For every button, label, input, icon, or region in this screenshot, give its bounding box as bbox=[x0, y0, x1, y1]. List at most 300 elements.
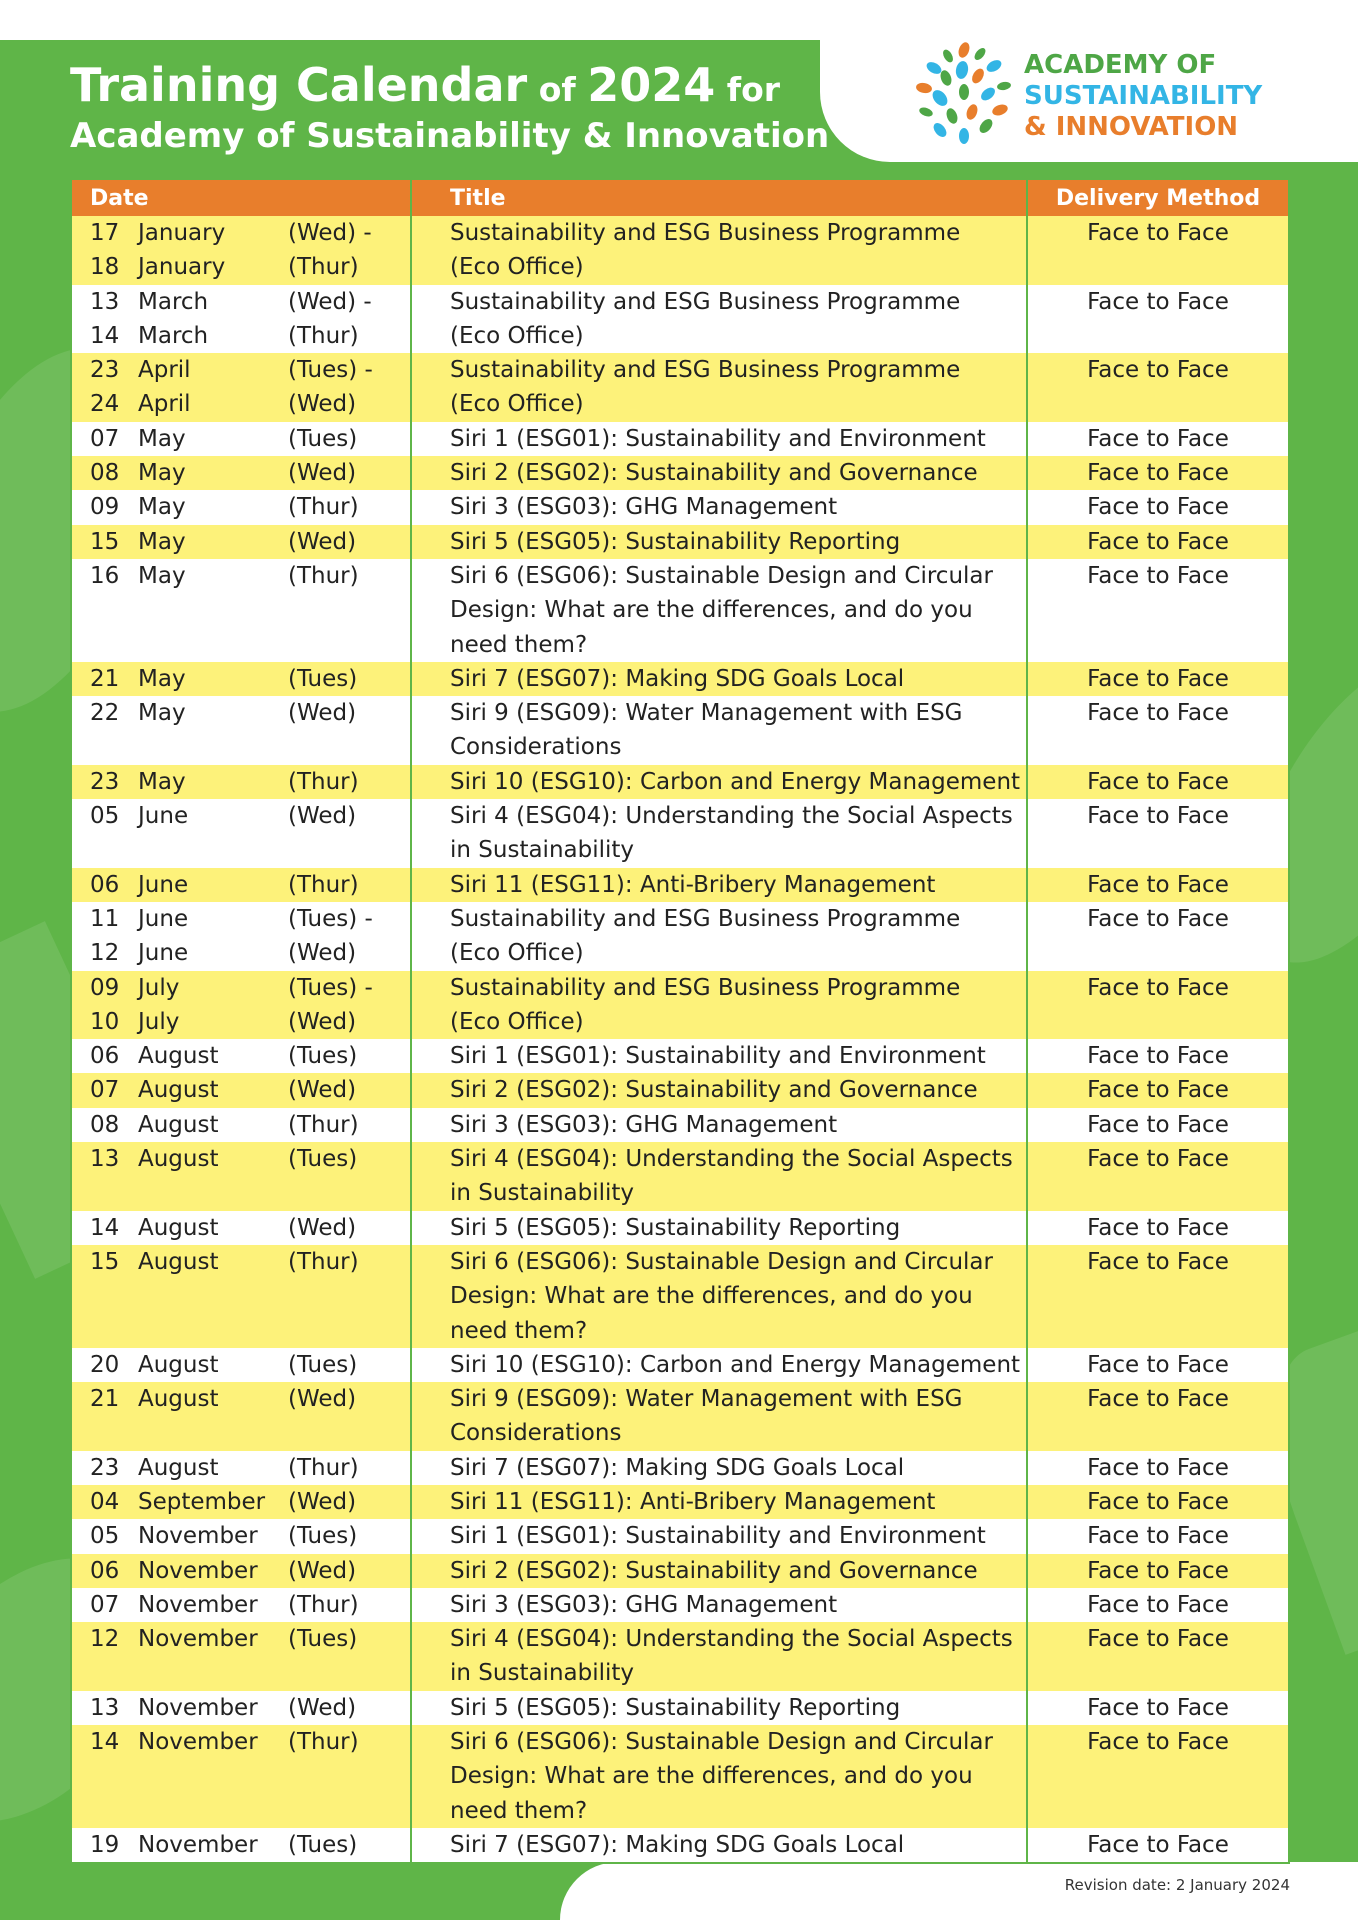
table-row bbox=[72, 1073, 1288, 1107]
date-weekday: (Tues) bbox=[288, 1831, 358, 1858]
date-day: 20 bbox=[90, 1351, 120, 1378]
date-line bbox=[90, 696, 410, 730]
date-month: November bbox=[138, 1626, 258, 1653]
date-line bbox=[90, 285, 410, 319]
date-line bbox=[90, 1073, 410, 1107]
date-line bbox=[90, 1382, 410, 1416]
date-month: January bbox=[138, 254, 226, 281]
date-line bbox=[90, 456, 410, 490]
date-month: November bbox=[138, 1523, 258, 1550]
date-month: May bbox=[138, 528, 186, 555]
date-cell bbox=[72, 353, 412, 422]
table-row bbox=[72, 799, 1288, 868]
date-day: 07 bbox=[90, 1077, 120, 1104]
course-title-line: Sustainability and ESG Business Programme bbox=[450, 357, 961, 384]
date-line bbox=[90, 1108, 410, 1142]
delivery-method-cell: Face to Face bbox=[1087, 357, 1229, 384]
table-row bbox=[72, 1039, 1288, 1073]
date-cell bbox=[72, 1485, 412, 1519]
date-cell bbox=[72, 422, 412, 456]
course-title-line: Design: What are the differences, and do you bbox=[450, 597, 973, 624]
course-title-line: Siri 6 (ESG06): Sustainable Design and Circular bbox=[450, 1248, 993, 1275]
date-month: August bbox=[138, 1111, 219, 1138]
delivery-method-cell: Face to Face bbox=[1087, 1523, 1229, 1550]
table-row bbox=[72, 1725, 1288, 1828]
date-cell bbox=[72, 559, 412, 662]
date-cell bbox=[72, 1554, 412, 1588]
title-cell bbox=[412, 1142, 1028, 1211]
course-title-line: Siri 1 (ESG01): Sustainability and Environment bbox=[450, 1523, 986, 1550]
date-cell bbox=[72, 1828, 412, 1862]
date-weekday: (Tues) bbox=[288, 665, 358, 692]
delivery-method-cell: Face to Face bbox=[1087, 528, 1229, 555]
table-row bbox=[72, 868, 1288, 902]
date-line bbox=[90, 353, 410, 387]
title-cell bbox=[412, 1108, 1028, 1142]
course-title-line: Sustainability and ESG Business Programme bbox=[450, 288, 961, 315]
delivery-method-cell: Face to Face bbox=[1087, 871, 1229, 898]
date-month: November bbox=[138, 1729, 258, 1756]
date-day: 04 bbox=[90, 1488, 120, 1515]
date-line bbox=[90, 1211, 410, 1245]
date-line bbox=[90, 1348, 410, 1382]
date-line bbox=[90, 490, 410, 524]
title-cell bbox=[412, 490, 1028, 524]
course-title-line: Siri 3 (ESG03): GHG Management bbox=[450, 1591, 838, 1618]
course-title-line: Siri 5 (ESG05): Sustainability Reporting bbox=[450, 1694, 901, 1721]
table-row bbox=[72, 1382, 1288, 1451]
date-weekday: (Wed) bbox=[288, 1386, 357, 1413]
date-month: August bbox=[138, 1214, 219, 1241]
date-month: August bbox=[138, 1386, 219, 1413]
course-title-line: in Sustainability bbox=[450, 1660, 635, 1687]
course-title-line: (Eco Office) bbox=[450, 322, 584, 349]
date-weekday: (Tues) bbox=[288, 1351, 358, 1378]
date-line bbox=[90, 1828, 410, 1862]
delivery-method-cell: Face to Face bbox=[1087, 1454, 1229, 1481]
title-connector: of bbox=[527, 70, 588, 109]
course-title-line: Siri 9 (ESG09): Water Management with ESG bbox=[450, 1386, 963, 1413]
table-row bbox=[72, 1108, 1288, 1142]
delivery-method-cell: Face to Face bbox=[1087, 1077, 1229, 1104]
date-day: 09 bbox=[90, 494, 120, 521]
table-body bbox=[72, 216, 1288, 1862]
table-row bbox=[72, 662, 1288, 696]
table-row bbox=[72, 765, 1288, 799]
date-month: May bbox=[138, 768, 186, 795]
date-weekday: (Thur) bbox=[288, 1591, 359, 1618]
date-cell bbox=[72, 525, 412, 559]
date-month: August bbox=[138, 1248, 219, 1275]
date-weekday: (Wed) bbox=[288, 1557, 357, 1584]
date-line bbox=[90, 319, 410, 353]
date-line bbox=[90, 422, 410, 456]
date-month: April bbox=[138, 357, 191, 384]
course-title-line: need them? bbox=[450, 1797, 588, 1824]
delivery-method-cell: Face to Face bbox=[1087, 803, 1229, 830]
course-title-line: Sustainability and ESG Business Programme bbox=[450, 905, 961, 932]
delivery-method-cell: Face to Face bbox=[1087, 665, 1229, 692]
date-line bbox=[90, 902, 410, 936]
course-title-line: Siri 2 (ESG02): Sustainability and Governance bbox=[450, 1557, 978, 1584]
date-weekday: (Thur) bbox=[288, 1111, 359, 1138]
table-row bbox=[72, 1142, 1288, 1211]
date-day: 14 bbox=[90, 1214, 120, 1241]
date-cell bbox=[72, 1622, 412, 1691]
course-title-line: Siri 7 (ESG07): Making SDG Goals Local bbox=[450, 1454, 905, 1481]
date-month: May bbox=[138, 494, 186, 521]
date-weekday: (Thur) bbox=[288, 871, 359, 898]
date-weekday: (Wed) bbox=[288, 700, 357, 727]
page-title bbox=[70, 58, 829, 156]
title-for: for bbox=[715, 70, 781, 109]
delivery-method-cell: Face to Face bbox=[1087, 1351, 1229, 1378]
date-line bbox=[90, 765, 410, 799]
course-title-line: Sustainability and ESG Business Programme bbox=[450, 974, 961, 1001]
delivery-method-cell: Face to Face bbox=[1087, 700, 1229, 727]
delivery-method-cell: Face to Face bbox=[1087, 460, 1229, 487]
course-title-line: Considerations bbox=[450, 1420, 622, 1447]
logo-line-2: SUSTAINABILITY bbox=[1024, 81, 1263, 111]
title-cell bbox=[412, 525, 1028, 559]
table-row bbox=[72, 1348, 1288, 1382]
course-title-line: Siri 6 (ESG06): Sustainable Design and Circular bbox=[450, 562, 993, 589]
title-cell bbox=[412, 902, 1028, 971]
table-row bbox=[72, 696, 1288, 765]
delivery-method-cell: Face to Face bbox=[1087, 1729, 1229, 1756]
title-line bbox=[70, 58, 829, 112]
delivery-method-cell: Face to Face bbox=[1087, 1488, 1229, 1515]
course-title-line: Siri 1 (ESG01): Sustainability and Environment bbox=[450, 1043, 986, 1070]
delivery-method-cell: Face to Face bbox=[1087, 1111, 1229, 1138]
table-row bbox=[72, 1245, 1288, 1348]
date-day: 09 bbox=[90, 974, 120, 1001]
title-cell bbox=[412, 1691, 1028, 1725]
title-cell bbox=[412, 765, 1028, 799]
date-cell bbox=[72, 1073, 412, 1107]
title-cell bbox=[412, 1519, 1028, 1553]
title-cell bbox=[412, 1245, 1028, 1348]
date-month: May bbox=[138, 425, 186, 452]
column-header-delivery-method: Delivery Method bbox=[1055, 185, 1261, 211]
course-title-line: need them? bbox=[450, 631, 588, 658]
course-title-line: in Sustainability bbox=[450, 837, 635, 864]
date-weekday: (Tues) - bbox=[288, 974, 373, 1001]
date-line bbox=[90, 1039, 410, 1073]
course-title-line: in Sustainability bbox=[450, 1180, 635, 1207]
delivery-method-cell: Face to Face bbox=[1087, 288, 1229, 315]
date-month: June bbox=[138, 940, 189, 967]
course-title-line: Design: What are the differences, and do you bbox=[450, 1763, 973, 1790]
title-cell bbox=[412, 1348, 1028, 1382]
delivery-method-cell: Face to Face bbox=[1087, 768, 1229, 795]
date-weekday: (Thur) bbox=[288, 562, 359, 589]
date-cell bbox=[72, 799, 412, 868]
title-cell bbox=[412, 1554, 1028, 1588]
date-cell bbox=[72, 285, 412, 354]
title-cell bbox=[412, 1622, 1028, 1691]
course-title-line: Siri 7 (ESG07): Making SDG Goals Local bbox=[450, 665, 905, 692]
delivery-method-cell: Face to Face bbox=[1087, 1831, 1229, 1858]
date-line bbox=[90, 1485, 410, 1519]
date-cell bbox=[72, 1519, 412, 1553]
date-weekday: (Wed) - bbox=[288, 288, 372, 315]
date-weekday: (Wed) bbox=[288, 803, 357, 830]
date-day: 06 bbox=[90, 1557, 120, 1584]
date-cell bbox=[72, 1039, 412, 1073]
delivery-method-cell: Face to Face bbox=[1087, 425, 1229, 452]
course-title-line: Siri 9 (ESG09): Water Management with ESG bbox=[450, 700, 963, 727]
delivery-method-cell: Face to Face bbox=[1087, 905, 1229, 932]
title-cell bbox=[412, 1588, 1028, 1622]
course-title-line: Sustainability and ESG Business Programme bbox=[450, 220, 961, 246]
date-day: 10 bbox=[90, 1008, 120, 1035]
date-day: 16 bbox=[90, 562, 120, 589]
course-title-line: (Eco Office) bbox=[450, 254, 584, 281]
table-row bbox=[72, 1519, 1288, 1553]
date-day: 24 bbox=[90, 391, 120, 418]
date-line bbox=[90, 1588, 410, 1622]
date-month: March bbox=[138, 288, 209, 315]
date-cell bbox=[72, 1108, 412, 1142]
date-cell bbox=[72, 1451, 412, 1485]
course-title-line: Considerations bbox=[450, 734, 622, 761]
date-month: June bbox=[138, 905, 189, 932]
date-month: July bbox=[138, 1008, 180, 1035]
delivery-method-cell: Face to Face bbox=[1087, 1591, 1229, 1618]
course-title-line: Siri 4 (ESG04): Understanding the Social Aspects bbox=[450, 1146, 1013, 1173]
title-cell bbox=[412, 662, 1028, 696]
date-line bbox=[90, 1691, 410, 1725]
title-cell bbox=[412, 1828, 1028, 1862]
course-title-line: (Eco Office) bbox=[450, 391, 584, 418]
course-title-line: Siri 2 (ESG02): Sustainability and Governance bbox=[450, 1077, 978, 1104]
table-row bbox=[72, 1828, 1288, 1862]
table-row bbox=[72, 559, 1288, 662]
date-weekday: (Tues) bbox=[288, 425, 358, 452]
date-weekday: (Wed) - bbox=[288, 220, 372, 246]
date-month: May bbox=[138, 700, 186, 727]
title-cell bbox=[412, 1211, 1028, 1245]
course-title-line: (Eco Office) bbox=[450, 1008, 584, 1035]
delivery-method-cell: Face to Face bbox=[1087, 1146, 1229, 1173]
date-cell bbox=[72, 490, 412, 524]
date-month: January bbox=[138, 220, 226, 246]
course-title-line: Siri 4 (ESG04): Understanding the Social Aspects bbox=[450, 1626, 1013, 1653]
date-line bbox=[90, 1554, 410, 1588]
date-line bbox=[90, 1519, 410, 1553]
date-day: 19 bbox=[90, 1831, 120, 1858]
date-month: May bbox=[138, 665, 186, 692]
course-title-line: Siri 11 (ESG11): Anti-Bribery Management bbox=[450, 871, 936, 898]
delivery-method-cell: Face to Face bbox=[1087, 1557, 1229, 1584]
delivery-method-cell: Face to Face bbox=[1087, 1694, 1229, 1721]
date-cell bbox=[72, 765, 412, 799]
date-weekday: (Wed) bbox=[288, 1008, 357, 1035]
column-header-title: Title bbox=[412, 180, 1028, 216]
date-month: May bbox=[138, 562, 186, 589]
academy-logo-icon bbox=[912, 40, 1016, 148]
date-cell bbox=[72, 1382, 412, 1451]
date-cell bbox=[72, 1725, 412, 1828]
date-day: 12 bbox=[90, 1626, 120, 1653]
revision-date: Revision date: 2 January 2024 bbox=[1064, 1876, 1290, 1894]
delivery-method-cell: Face to Face bbox=[1087, 1248, 1229, 1275]
date-cell bbox=[72, 662, 412, 696]
date-month: August bbox=[138, 1146, 219, 1173]
course-title-line: Siri 3 (ESG03): GHG Management bbox=[450, 1111, 838, 1138]
course-title-line: need them? bbox=[450, 1317, 588, 1344]
date-weekday: (Wed) bbox=[288, 1077, 357, 1104]
date-line bbox=[90, 936, 410, 970]
title-cell bbox=[412, 1725, 1028, 1828]
table-row bbox=[72, 1451, 1288, 1485]
table-row bbox=[72, 285, 1288, 354]
table-row bbox=[72, 353, 1288, 422]
table-row bbox=[72, 216, 1288, 285]
title-cell bbox=[412, 1039, 1028, 1073]
date-weekday: (Thur) bbox=[288, 322, 359, 349]
course-title-line: Siri 3 (ESG03): GHG Management bbox=[450, 494, 838, 521]
date-line bbox=[90, 662, 410, 696]
date-weekday: (Thur) bbox=[288, 1454, 359, 1481]
date-line bbox=[90, 799, 410, 833]
date-day: 14 bbox=[90, 322, 120, 349]
date-day: 18 bbox=[90, 254, 120, 281]
date-day: 08 bbox=[90, 1111, 120, 1138]
table-row bbox=[72, 456, 1288, 490]
date-day: 14 bbox=[90, 1729, 120, 1756]
logo-line-1: ACADEMY OF bbox=[1024, 50, 1217, 80]
title-cell bbox=[412, 559, 1028, 662]
date-day: 13 bbox=[90, 1146, 120, 1173]
date-weekday: (Tues) bbox=[288, 1146, 358, 1173]
date-cell bbox=[72, 868, 412, 902]
date-line bbox=[90, 868, 410, 902]
date-weekday: (Wed) bbox=[288, 940, 357, 967]
date-weekday: (Thur) bbox=[288, 494, 359, 521]
date-cell bbox=[72, 696, 412, 765]
date-month: August bbox=[138, 1077, 219, 1104]
page-subtitle: Academy of Sustainability & Innovation bbox=[70, 116, 830, 156]
logo-wordmark bbox=[1024, 50, 1262, 143]
training-calendar-table bbox=[70, 178, 1290, 1864]
date-month: August bbox=[138, 1351, 219, 1378]
course-title-line: Siri 6 (ESG06): Sustainable Design and Circular bbox=[450, 1729, 993, 1756]
title-cell bbox=[412, 1485, 1028, 1519]
date-weekday: (Tues) bbox=[288, 1626, 358, 1653]
date-month: August bbox=[138, 1454, 219, 1481]
date-day: 13 bbox=[90, 1694, 120, 1721]
date-day: 13 bbox=[90, 288, 120, 315]
table-row bbox=[72, 1588, 1288, 1622]
date-weekday: (Wed) bbox=[288, 528, 357, 555]
date-weekday: (Tues) bbox=[288, 1043, 358, 1070]
date-line bbox=[90, 1245, 410, 1279]
date-cell bbox=[72, 1691, 412, 1725]
course-title-line: Siri 5 (ESG05): Sustainability Reporting bbox=[450, 528, 901, 555]
table-row bbox=[72, 1485, 1288, 1519]
course-title-line: Siri 10 (ESG10): Carbon and Energy Management bbox=[450, 768, 1021, 795]
date-day: 07 bbox=[90, 1591, 120, 1618]
logo-line-3: & INNOVATION bbox=[1024, 112, 1239, 142]
date-month: April bbox=[138, 391, 191, 418]
delivery-method-cell: Face to Face bbox=[1087, 1043, 1229, 1070]
date-month: November bbox=[138, 1831, 258, 1858]
date-line bbox=[90, 216, 410, 250]
table-row bbox=[72, 1622, 1288, 1691]
course-title-line: Siri 1 (ESG01): Sustainability and Environment bbox=[450, 425, 986, 452]
date-weekday: (Thur) bbox=[288, 254, 359, 281]
date-day: 06 bbox=[90, 871, 120, 898]
date-day: 23 bbox=[90, 1454, 120, 1481]
date-cell bbox=[72, 902, 412, 971]
date-cell bbox=[72, 1211, 412, 1245]
title-cell bbox=[412, 353, 1028, 422]
date-cell bbox=[72, 216, 412, 285]
table-row bbox=[72, 525, 1288, 559]
date-line bbox=[90, 1005, 410, 1039]
date-month: March bbox=[138, 322, 209, 349]
title-cell bbox=[412, 1451, 1028, 1485]
title-year: 2024 bbox=[587, 58, 716, 112]
date-day: 22 bbox=[90, 700, 120, 727]
date-day: 17 bbox=[90, 220, 120, 246]
date-day: 23 bbox=[90, 357, 120, 384]
date-day: 23 bbox=[90, 768, 120, 795]
title-text: Training Calendar bbox=[70, 58, 528, 112]
delivery-method-cell: Face to Face bbox=[1087, 562, 1229, 589]
date-day: 21 bbox=[90, 1386, 120, 1413]
delivery-method-cell: Face to Face bbox=[1087, 494, 1229, 521]
delivery-method-cell: Face to Face bbox=[1087, 220, 1229, 246]
table-header-row bbox=[72, 180, 1288, 216]
title-cell bbox=[412, 422, 1028, 456]
date-month: November bbox=[138, 1591, 258, 1618]
title-cell bbox=[412, 696, 1028, 765]
date-weekday: (Wed) bbox=[288, 1488, 357, 1515]
title-cell bbox=[412, 799, 1028, 868]
date-line bbox=[90, 387, 410, 421]
date-cell bbox=[72, 1348, 412, 1382]
date-day: 21 bbox=[90, 665, 120, 692]
table-row bbox=[72, 971, 1288, 1040]
course-title-line: Siri 4 (ESG04): Understanding the Social Aspects bbox=[450, 803, 1013, 830]
date-month: September bbox=[138, 1488, 266, 1515]
date-weekday: (Tues) bbox=[288, 1523, 358, 1550]
delivery-method-cell: Face to Face bbox=[1087, 974, 1229, 1001]
date-line bbox=[90, 1142, 410, 1176]
date-line bbox=[90, 1725, 410, 1759]
date-weekday: (Wed) bbox=[288, 1214, 357, 1241]
date-day: 12 bbox=[90, 940, 120, 967]
date-month: November bbox=[138, 1557, 258, 1584]
date-weekday: (Tues) - bbox=[288, 905, 373, 932]
date-day: 15 bbox=[90, 528, 120, 555]
date-day: 07 bbox=[90, 425, 120, 452]
title-cell bbox=[412, 216, 1028, 285]
delivery-method-cell: Face to Face bbox=[1087, 1626, 1229, 1653]
date-day: 05 bbox=[90, 803, 120, 830]
date-month: July bbox=[138, 974, 180, 1001]
date-cell bbox=[72, 1245, 412, 1348]
date-line bbox=[90, 971, 410, 1005]
date-month: November bbox=[138, 1694, 258, 1721]
date-day: 05 bbox=[90, 1523, 120, 1550]
delivery-method-cell: Face to Face bbox=[1087, 1214, 1229, 1241]
course-title-line: Siri 5 (ESG05): Sustainability Reporting bbox=[450, 1214, 901, 1241]
title-cell bbox=[412, 456, 1028, 490]
